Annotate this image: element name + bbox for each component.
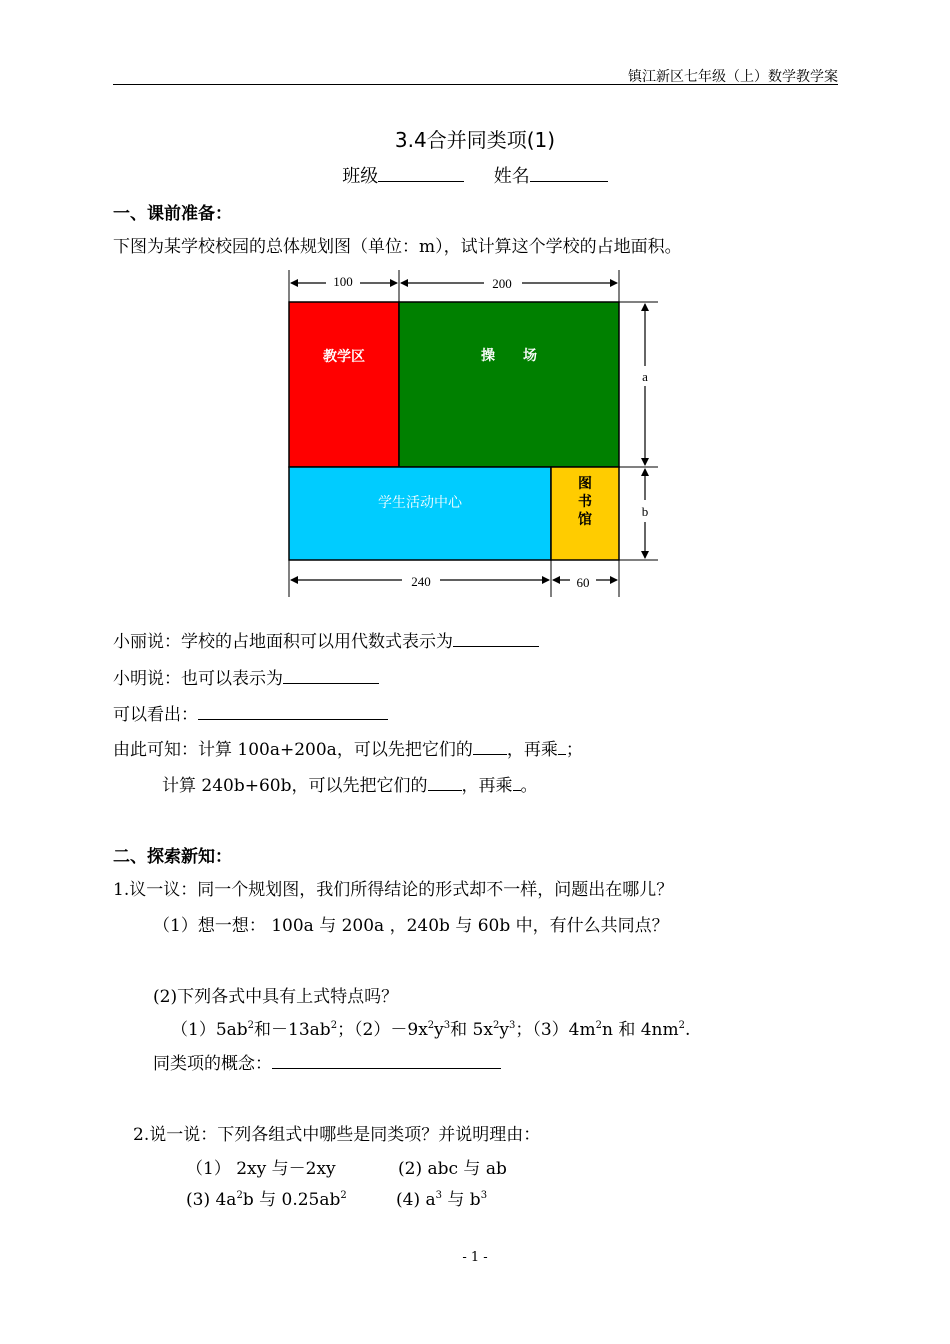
dim-100: 100 [333,274,353,289]
dim-200: 200 [492,276,512,291]
xiaoli-blank[interactable] [453,628,539,647]
dim-a: a [642,369,648,384]
activity-center-area [289,467,551,560]
page-number: - 1 - [462,1250,488,1265]
teaching-area [289,302,399,467]
header-rule [113,84,838,85]
section2-heading: 二、探索新知： [113,847,232,867]
question-1: 1.议一议：同一个规划图，我们所得结论的形式却不一样，问题出在哪儿？ [113,880,674,900]
hence-1-blank-a[interactable] [473,736,507,755]
activity-label: 学生活动中心 [378,495,462,511]
xiaoli-text: 小丽说：学校的占地面积可以用代数式表示为 [113,632,453,652]
hence-2-blank-a[interactable] [428,772,462,791]
teaching-label: 教学区 [323,349,365,365]
hence-2a: 计算 240b+60b，可以先把它们的 [162,776,428,796]
header-school: 镇江新区七年级（上）数学教学案 [628,69,838,85]
concept-blank[interactable] [272,1050,501,1069]
class-blank[interactable] [378,163,464,182]
playground-label: 操 场 [481,348,537,364]
hence-1a: 由此可知：计算 100a+200a，可以先把它们的 [113,740,473,760]
hence-1b: ，再乘 [506,740,558,760]
hence-2b: ，再乘 [461,776,513,796]
hence-line-2 [162,771,538,796]
xiaoming-blank[interactable] [283,665,379,684]
xiaoming-text: 小明说：也可以表示为 [113,669,283,689]
dim-b: b [641,504,649,519]
campus-plan-diagram [270,262,670,602]
question-1-2: (2)下列各式中具有上式特点吗？ [153,987,399,1007]
seen-line [113,700,388,725]
question-2-item-2: (2) abc 与 ab [398,1159,507,1179]
question-2: 2.说一说：下列各组式中哪些是同类项？并说明理由： [133,1125,541,1145]
dim-60: 60 [576,575,590,590]
question-1-2-items: $(1)5ab^2$和$-13ab^2$；$(2)-9x^2y^3$和 $5x^2y^3$；$(3)4m^2n$ 和 $4nm^2$. [171,1020,691,1040]
question-1-1: （1）想一想： 100a 与 200a ，240b 与 60b 中，有什么共同点？ [153,916,669,936]
class-label: 班级 [342,166,379,187]
section1-intro: 下图为某学校校园的总体规划图（单位：m），试计算这个学校的占地面积。 [113,237,682,257]
hence-2c: 。 [520,776,538,796]
name-blank[interactable] [530,163,608,182]
hence-2-blank-b[interactable] [513,772,521,791]
xiaoli-line [113,627,539,652]
seen-blank[interactable] [198,701,388,720]
section1-heading: 一、课前准备： [113,204,232,224]
xiaoming-line [113,664,379,689]
question-2-item-1: （1） 2xy 与－2xy [186,1159,336,1179]
dim-240: 240 [411,574,431,589]
question-2-item-4: (4) $a^3$ 与 $b^3$ [396,1190,488,1210]
playground-area [399,302,619,467]
seen-text: 可以看出： [113,705,198,725]
hence-1-blank-b[interactable] [558,736,566,755]
question-2-item-3: (3) $4a^2b$ 与 $0.25ab^2$ [186,1190,347,1210]
hence-line-1 [113,735,583,760]
page-title: 3.4合并同类项(1) [394,128,556,152]
concept-text: 同类项的概念： [153,1054,272,1074]
library-label-3: 馆 [578,512,592,528]
library-label-2: 书 [578,494,592,510]
hence-1c: ； [565,740,583,760]
name-label: 姓名 [493,166,530,187]
library-label-1: 图 [578,476,592,492]
concept-line [153,1049,501,1074]
class-name-line [0,162,950,188]
